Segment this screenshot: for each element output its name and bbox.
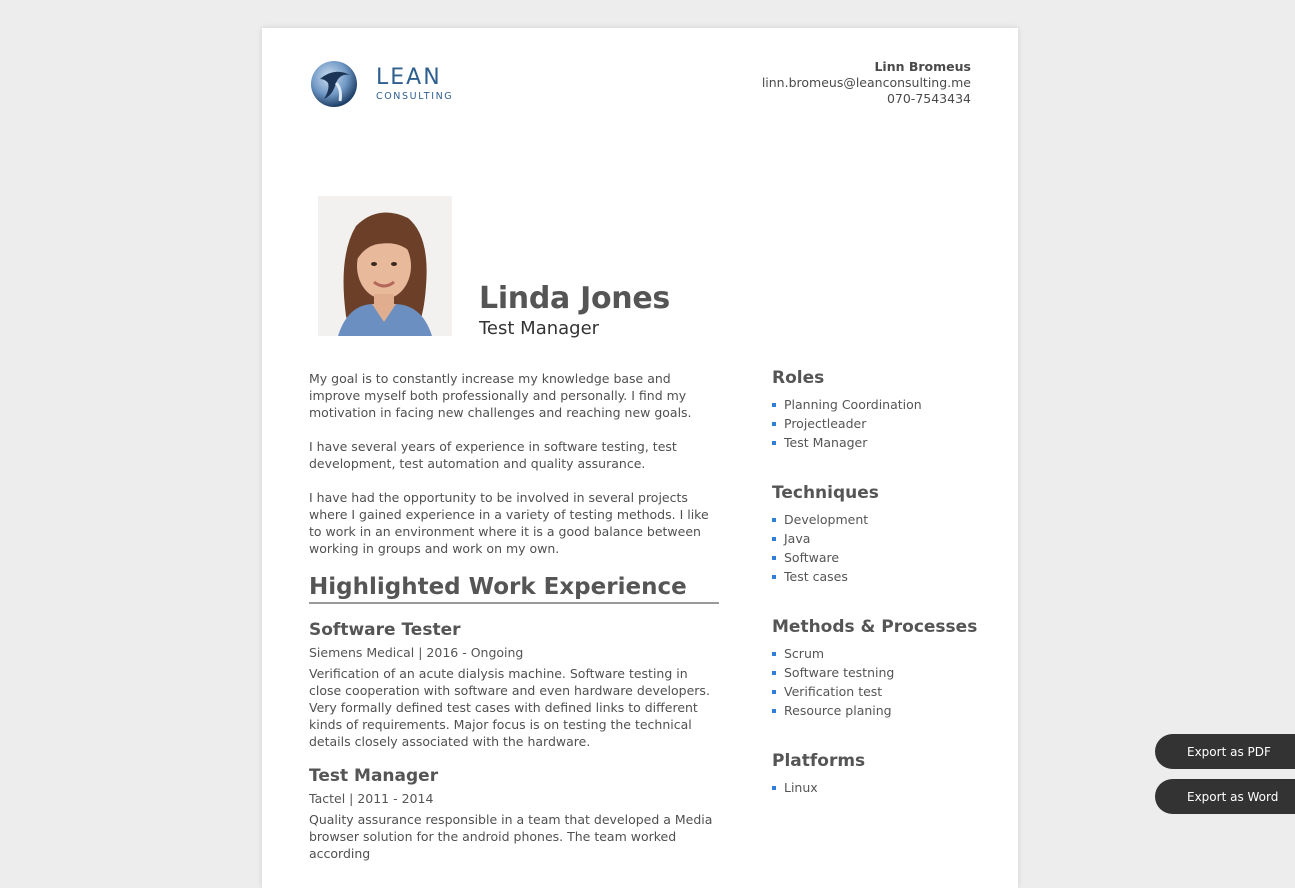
main-column: [309, 370, 721, 862]
contact-name: Linn Bromeus: [874, 59, 971, 74]
logo-mark-icon: [310, 59, 358, 109]
methods-section: [772, 617, 992, 720]
techniques-heading: Techniques: [772, 483, 879, 503]
methods-heading: Methods & Processes: [772, 617, 978, 637]
profile-photo: [318, 196, 452, 336]
profile-title: Test Manager: [479, 318, 600, 339]
list-item: Scrum: [772, 644, 992, 663]
platforms-list: [772, 778, 992, 797]
logo-wordmark: LEAN: [376, 65, 442, 90]
job-entry: [309, 620, 721, 750]
techniques-list: [772, 510, 992, 586]
bio-section: [309, 370, 721, 557]
methods-list: [772, 644, 992, 720]
export-pdf-button[interactable]: Export as PDF: [1155, 734, 1295, 769]
list-item: Test cases: [772, 567, 992, 586]
roles-heading: Roles: [772, 368, 825, 388]
logo-subtitle: CONSULTING: [376, 91, 454, 102]
platforms-section: [772, 751, 992, 797]
list-item: Software testning: [772, 663, 992, 682]
list-item: Projectleader: [772, 414, 992, 433]
bio-paragraph: I have several years of experience in software testing, test development, test automation and quality assurance.: [309, 439, 677, 471]
list-item: Software: [772, 548, 992, 567]
list-item: Linux: [772, 778, 992, 797]
profile-name: Linda Jones: [479, 281, 670, 316]
roles-section: [772, 368, 992, 452]
export-word-button[interactable]: Export as Word: [1155, 779, 1295, 814]
roles-list: [772, 395, 992, 452]
job-entry: [309, 766, 721, 862]
list-item: Java: [772, 529, 992, 548]
contact-block: [762, 59, 971, 107]
list-item: Test Manager: [772, 433, 992, 452]
bio-paragraph: My goal is to constantly increase my knowledge base and improve myself both professionally and personally. I find my motivation in facing new challenges and reaching new goals.: [309, 371, 692, 420]
company-logo: [310, 59, 470, 111]
job-title: Software Tester: [309, 620, 461, 640]
list-item: Verification test: [772, 682, 992, 701]
job-title: Test Manager: [309, 766, 439, 786]
platforms-heading: Platforms: [772, 751, 866, 771]
job-meta: Tactel | 2011 - 2014: [309, 791, 434, 806]
work-experience-heading: Highlighted Work Experience: [309, 574, 719, 604]
job-meta: Siemens Medical | 2016 - Ongoing: [309, 645, 524, 660]
job-description: Verification of an acute dialysis machine. Software testing in close cooperation with software and even hardware developers. Very formally defined test cases with defined links to different kinds of requirements. Major focus is on testing the technical details closely associated with the hardware.: [309, 666, 710, 749]
sidebar-column: [772, 368, 992, 828]
list-item: Development: [772, 510, 992, 529]
bio-paragraph: I have had the opportunity to be involved in several projects where I gained experience in a variety of testing methods. I like to work in an environment where it is a good balance between working in groups and work on my own.: [309, 490, 709, 556]
contact-phone: 070-7543434: [886, 91, 971, 106]
cv-page: [262, 28, 1018, 888]
contact-email: linn.bromeus@leanconsulting.me: [761, 75, 971, 90]
list-item: Resource planing: [772, 701, 992, 720]
job-description: Quality assurance responsible in a team that developed a Media browser solution for the android phones. The team worked according: [309, 812, 713, 861]
profile-photo-image: [318, 196, 452, 336]
list-item: Planning Coordination: [772, 395, 992, 414]
techniques-section: [772, 483, 992, 586]
